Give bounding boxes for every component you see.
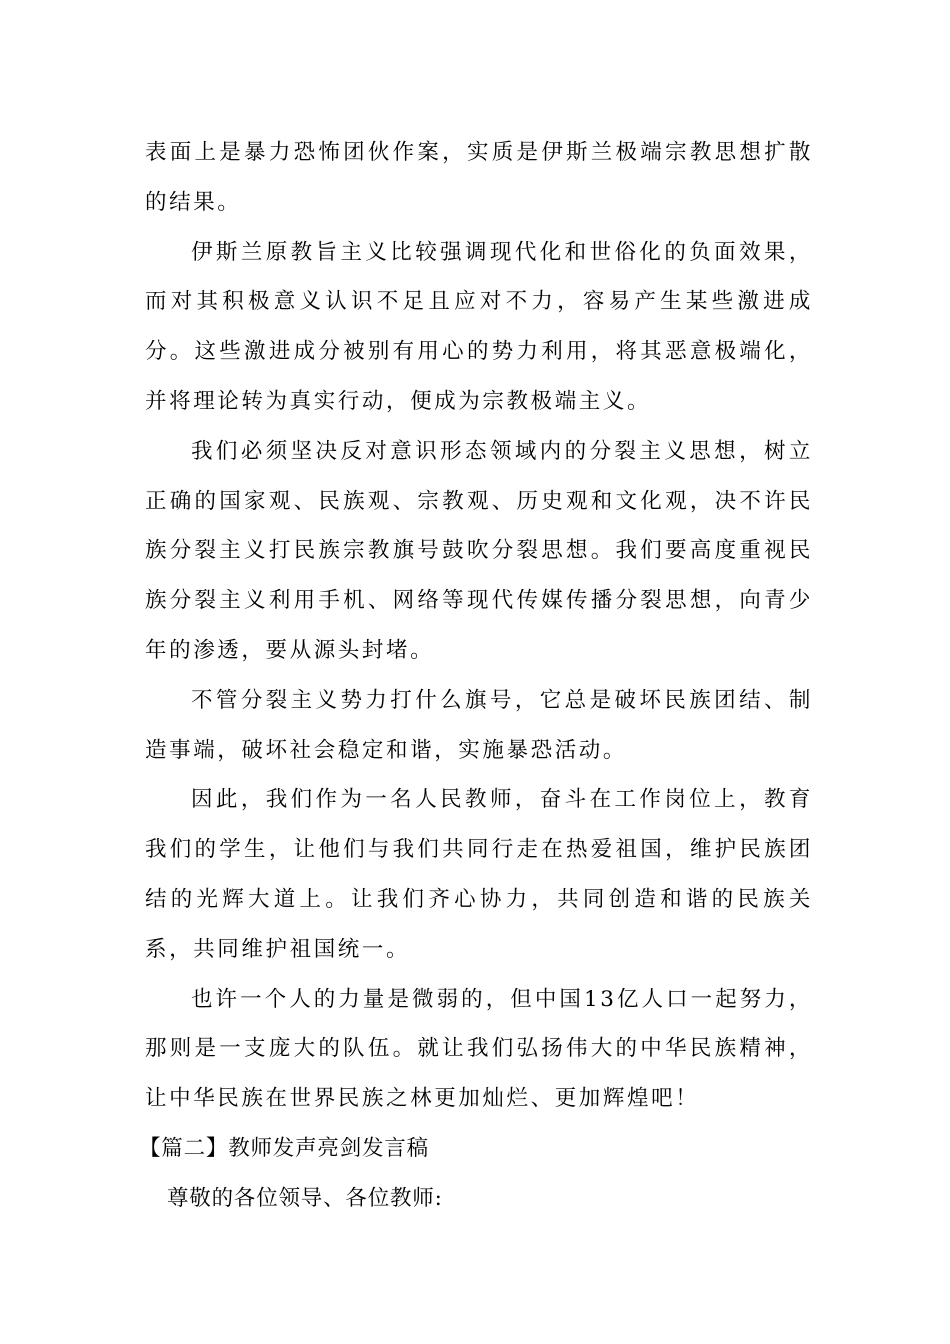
paragraph-fundamentalism: 伊斯兰原教旨主义比较强调现代化和世俗化的负面效果，而对其积极意义认识不足且应对不力，容易产生某些激进成分。这些激进成分被别有用心的势力利用，将其恶意极端化，并将理论转为真实行动，便成为宗教极端主义。: [145, 239, 813, 414]
paragraph-oppose-separatism: 我们必须坚决反对意识形态领域内的分裂主义思想，树立正确的国家观、民族观、宗教观、历史观和文化观，决不许民族分裂主义打民族宗教旗号鼓吹分裂思想。我们要高度重视民族分裂主义利用手机、网络等现代传媒传播分裂思想，向青少年的渗透，要从源头封堵。: [145, 438, 813, 663]
paragraph-continuation: 表面上是暴力恐怖团伙作案，实质是伊斯兰极端宗教思想扩散的结果。: [145, 140, 813, 215]
paragraph-teacher-duty: 因此，我们作为一名人民教师，奋斗在工作岗位上，教育我们的学生，让他们与我们共同行走在热爱祖国，维护民族团结的光辉大道上。让我们齐心协力，共同创造和谐的民族关系，共同维护祖国统一。: [145, 787, 813, 962]
document-page: [139, 128, 813, 1224]
salutation: 尊敬的各位领导、各位教师:: [167, 1185, 443, 1211]
paragraph-separatist-forces: 不管分裂主义势力打什么旗号，它总是破坏民族团结、制造事端，破坏社会稳定和谐，实施暴恐活动。: [145, 687, 813, 763]
paragraph-national-spirit: 也许一个人的力量是微弱的，但中国13亿人口一起努力，那则是一支庞大的队伍。就让我们弘扬伟大的中华民族精神，让中华民族在世界民族之林更加灿烂、更加辉煌吧！: [145, 986, 813, 1112]
section-heading: 【篇二】教师发声亮剑发言稿: [139, 1135, 429, 1161]
